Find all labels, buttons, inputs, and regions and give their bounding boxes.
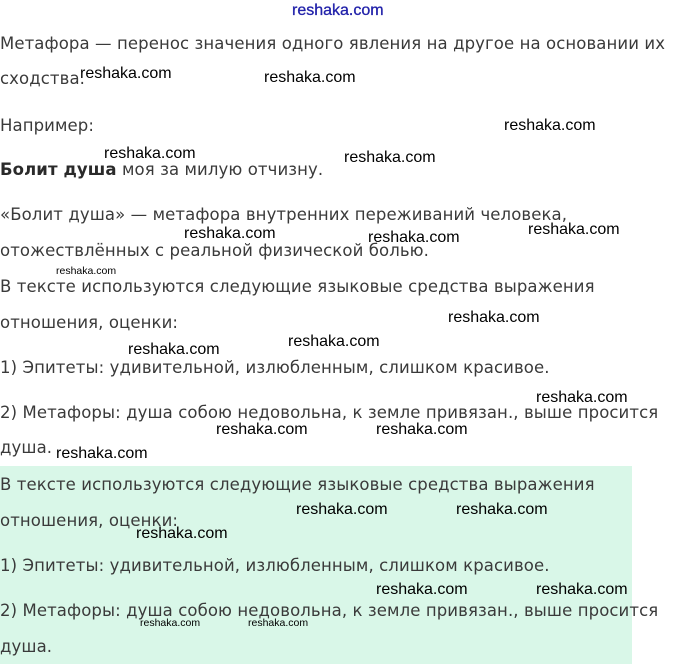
paragraph-means-line1: В тексте используются следующие языковые средства выражения: [0, 277, 595, 296]
example-rest: моя за милую отчизну.: [116, 160, 324, 179]
watermark: reshaka.com: [536, 581, 628, 598]
site-watermark-header: reshaka.com: [292, 2, 384, 19]
watermark: reshaka.com: [216, 421, 308, 438]
watermark: reshaka.com: [288, 333, 380, 350]
watermark-small: reshaka.com: [140, 617, 201, 629]
answer-line2: отношения, оценки:: [0, 511, 179, 530]
answer-line4: 2) Метафоры: душа собою недовольна, к земле привязан., выше просится: [0, 601, 659, 620]
paragraph-example-label: Например:: [0, 116, 95, 135]
paragraph-definition-line2: сходства.: [0, 69, 86, 88]
answer-line1: В тексте используются следующие языковые средства выражения: [0, 475, 595, 494]
watermark: reshaka.com: [448, 309, 540, 326]
paragraph-metaphors-line1: 2) Метафоры: душа собою недовольна, к земле привязан., выше просится: [0, 403, 659, 422]
paragraph-metaphors-line2: душа.: [0, 438, 53, 457]
watermark: reshaka.com: [344, 149, 436, 166]
paragraph-example-quote: [0, 160, 323, 180]
watermark: reshaka.com: [376, 421, 468, 438]
watermark-small: reshaka.com: [248, 617, 309, 629]
watermark: reshaka.com: [368, 229, 460, 246]
watermark-small: reshaka.com: [56, 265, 117, 277]
example-bold-phrase: Болит душа: [0, 160, 117, 179]
watermark: reshaka.com: [376, 581, 468, 598]
watermark: reshaka.com: [456, 501, 548, 518]
watermark: reshaka.com: [296, 501, 388, 518]
paragraph-explanation-line1: «Болит душа» — метафора внутренних переживаний человека,: [0, 205, 568, 224]
watermark: reshaka.com: [56, 445, 148, 462]
watermark: reshaka.com: [528, 221, 620, 238]
paragraph-epithets: 1) Эпитеты: удивительной, излюбленным, слишком красивое.: [0, 358, 550, 377]
watermark: reshaka.com: [264, 69, 356, 86]
answer-line3: 1) Эпитеты: удивительной, излюбленным, слишком красивое.: [0, 556, 550, 575]
answer-line5: душа.: [0, 637, 53, 656]
watermark: reshaka.com: [104, 145, 196, 162]
paragraph-definition-line1: Метафора — перенос значения одного явления на другое на основании их: [0, 34, 666, 53]
watermark: reshaka.com: [184, 225, 276, 242]
watermark: reshaka.com: [128, 341, 220, 358]
watermark: reshaka.com: [504, 117, 596, 134]
watermark: reshaka.com: [136, 525, 228, 542]
paragraph-means-line2: отношения, оценки:: [0, 313, 179, 332]
watermark: reshaka.com: [536, 389, 628, 406]
watermark: reshaka.com: [80, 65, 172, 82]
paragraph-explanation-line2: отожествлённых с реальной физической болью.: [0, 241, 430, 260]
